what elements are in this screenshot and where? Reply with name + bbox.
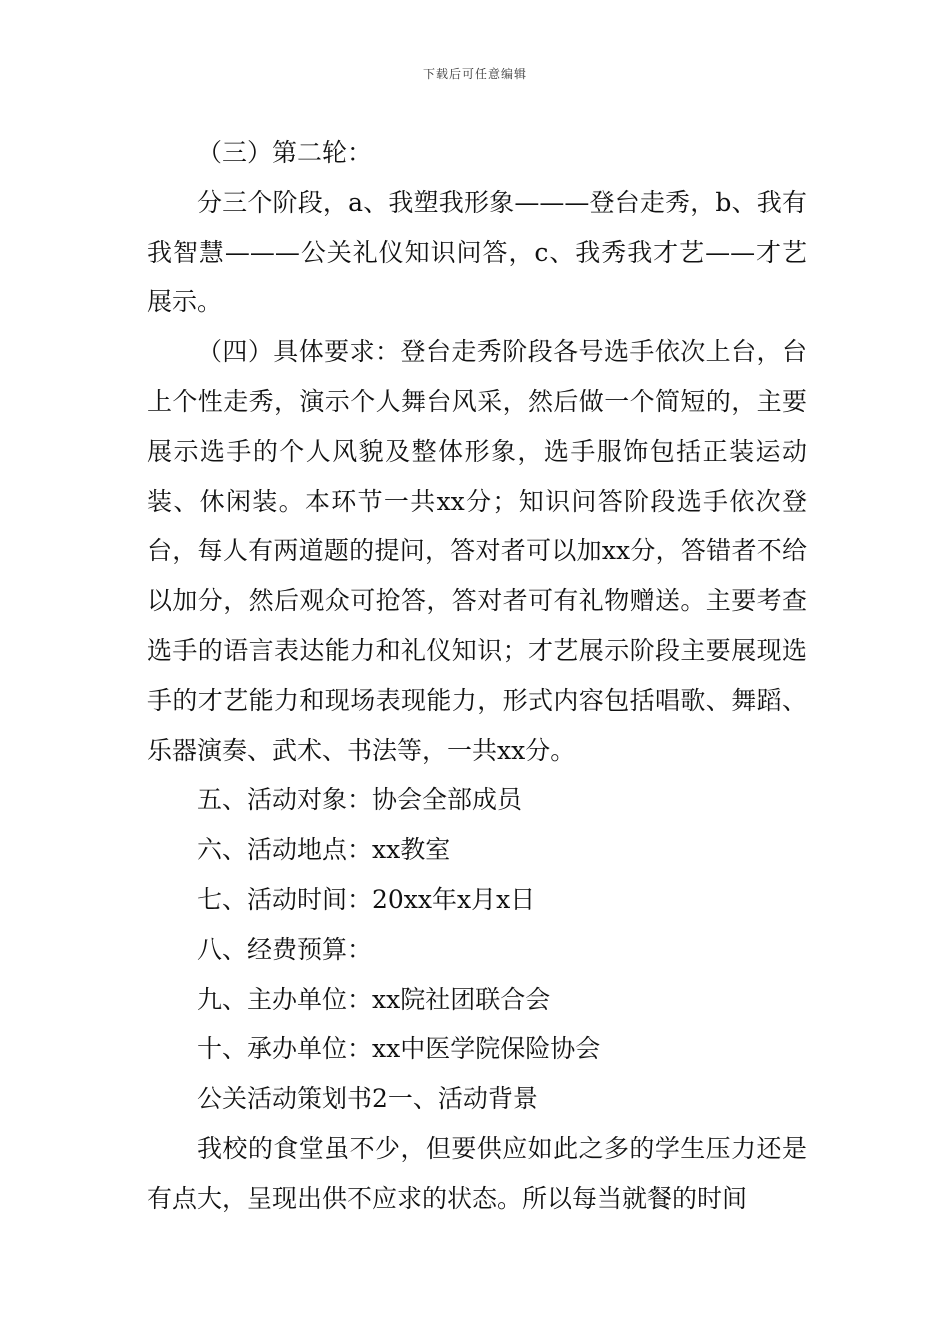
section-heading-plan-two-background: 公关活动策划书2一、活动背景: [197, 1084, 538, 1114]
item-activity-target: 五、活动对象：协会全部成员: [197, 785, 523, 815]
item-budget: 八、经费预算：: [197, 934, 373, 964]
item-organizer: 九、主办单位：xx院社团联合会: [197, 984, 551, 1014]
paragraph-canteen-background: 我校的食堂虽不少，但要供应如此之多的学生压力还是有点大，呈现出供不应求的状态。所以每当就餐的时间: [147, 1133, 807, 1213]
item-co-organizer: 十、承办单位：xx中医学院保险协会: [197, 1034, 601, 1064]
section-heading-round-two: （三）第二轮：: [197, 138, 373, 167]
paragraph-three-stages: 分三个阶段，a、我塑我形象———登台走秀，b、我有我智慧———公关礼仪知识问答，c、我秀我才艺——才艺展示。: [147, 187, 807, 317]
document-body: [147, 128, 807, 1224]
page-header-note: 下载后可任意编辑: [422, 67, 527, 81]
item-activity-time: 七、活动时间：20xx年x月x日: [197, 884, 536, 914]
item-activity-location: 六、活动地点：xx教室: [197, 835, 451, 865]
paragraph-specific-requirements: （四）具体要求：登台走秀阶段各号选手依次上台，台上个性走秀，演示个人舞台风采，然后做一个简短的，主要展示选手的个人风貌及整体形象，选手服饰包括正装运动装、休闲装。本环节一共xx分；知识问答阶段选手依次登台，每人有两道题的提问，答对者可以加xx分，答错者不给以加分，然后观众可抢答，答对者可有礼物赠送。主要考查选手的语言表达能力和礼仪知识；才艺展示阶段主要展现选手的才艺能力和现场表现能力，形式内容包括唱歌、舞蹈、乐器演奏、武术、书法等，一共xx分。: [147, 337, 807, 765]
